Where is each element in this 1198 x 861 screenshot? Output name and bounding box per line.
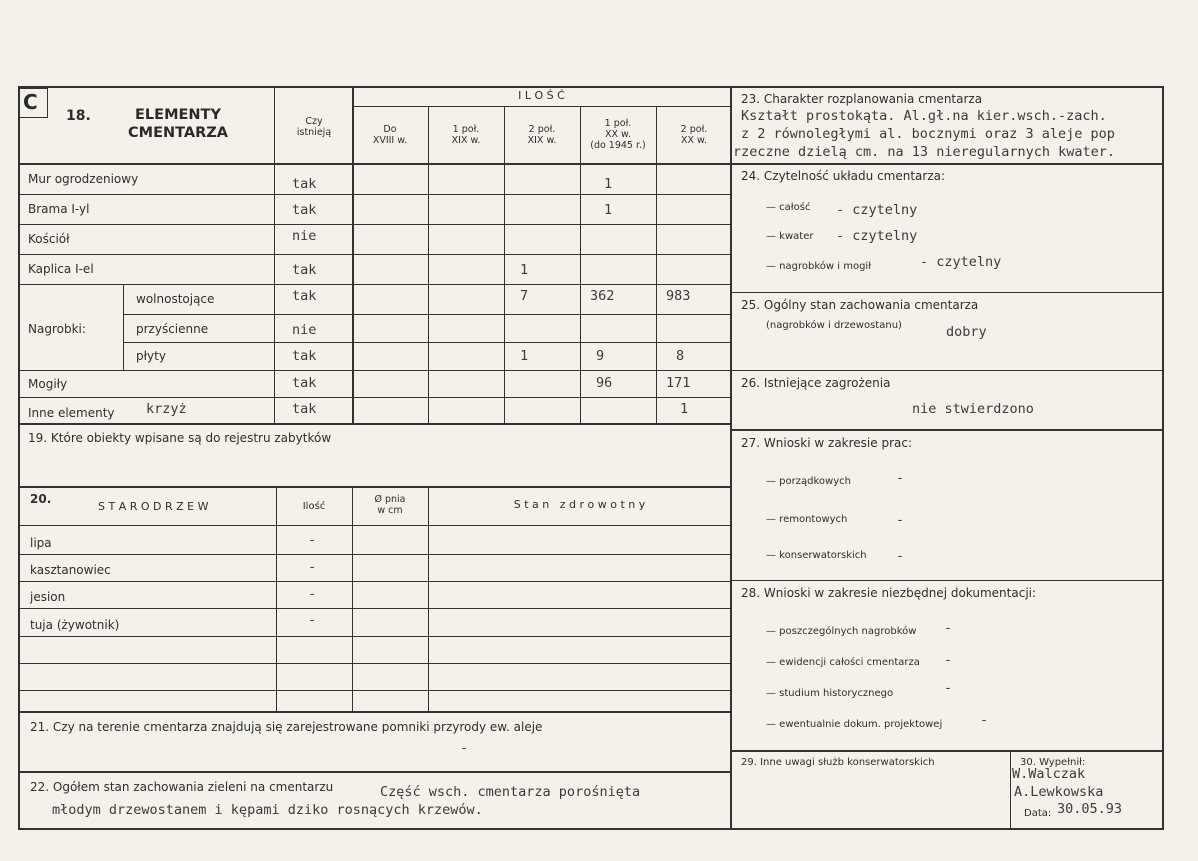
exists-wolnostojace: tak (292, 288, 317, 304)
sec23-label: 23. Charakter rozplanowania cmentarza (741, 92, 983, 106)
ilosc-header: I L O Ś Ć (518, 89, 565, 102)
exists-brama: tak (292, 202, 317, 218)
sec24-nagrobkow-label: — nagrobków i mogił (766, 261, 872, 272)
tree-tuja: tuja (żywotnik) (30, 618, 120, 632)
sec18-title-l1: ELEMENTY (135, 107, 221, 123)
sec28-ewidencji-value: - (944, 652, 953, 668)
sec28-nagrobkow-value: - (944, 620, 953, 636)
col-xviii: Do XVIII w. (372, 124, 408, 146)
sec23-line1: Kształt prostokąta. Al.gł.na kier.wsch.-zach. (741, 108, 1107, 124)
row-label-mur: Mur ogrodzeniowy (28, 172, 139, 186)
row-label-inne: Inne elementy (28, 406, 115, 420)
sec24-calosc-value: - czytelny (836, 202, 918, 218)
sec26-value: nie stwierdzono (912, 401, 1034, 417)
sec25-value: dobry (946, 324, 987, 340)
sec28-dokum-value: - (980, 712, 989, 728)
exists-inne: tak (292, 401, 317, 417)
sec20-pien-header: Ø pnia w cm (374, 494, 406, 516)
row-label-brama: Brama I-yl (28, 202, 90, 216)
sec24-kwater-value: - czytelny (836, 228, 918, 244)
col-1pol-xx: 1 poł. XX w. (do 1945 r.) (590, 118, 646, 151)
sec20-stan-header: S t a n z d r o w o t n y (513, 498, 646, 511)
sec27-konserwatorskich-label: — konserwatorskich (766, 550, 867, 561)
sec29-label: 29. Inne uwagi służb konserwatorskich (741, 757, 935, 768)
sec24-label: 24. Czytelność układu cmentarza: (741, 169, 946, 183)
sec30-name1: W.Walczak (1012, 766, 1086, 782)
sec24-kwater-label: — kwater (766, 231, 814, 242)
sec24-calosc-label: — całość (766, 202, 811, 213)
row-label-kaplica: Kaplica I-el (28, 262, 94, 276)
exists-mogily: tak (292, 375, 317, 391)
sec25-label: 25. Ogólny stan zachowania cmentarza (741, 298, 979, 312)
exists-przyscienne: nie (292, 322, 317, 338)
row-label-przyscienne: przyścienne (136, 322, 209, 336)
tree-kasztanowiec: kasztanowiec (30, 563, 111, 577)
exists-kaplica: tak (292, 262, 317, 278)
sec23-line3: rzeczne dzielą cm. na 13 nieregularnych kwater. (733, 144, 1116, 160)
sec27-porzadkowych-value: - (896, 470, 905, 486)
sec27-konserwatorskich-value: - (896, 548, 905, 564)
val-brama-1polxx: 1 (604, 202, 613, 218)
val-wolnostojace-1polxx: 362 (590, 288, 615, 304)
sec20-ilosc-header: Ilość (302, 501, 326, 512)
val-inne-2polxx: 1 (680, 401, 689, 417)
sec30-label: 30. Wypełnił: (1020, 757, 1086, 768)
sec30-date: 30.05.93 (1057, 801, 1123, 817)
sec28-label: 28. Wnioski w zakresie niezbędnej dokumentacji: (741, 586, 1037, 600)
val-mur-1polxx: 1 (604, 176, 613, 192)
tree-jesion-ilosc: - (308, 586, 317, 602)
exists-kosciol: nie (292, 228, 317, 244)
sec26-label: 26. Istniejące zagrożenia (741, 376, 891, 390)
col-2pol-xx: 2 poł. XX w. (680, 124, 708, 146)
sec28-ewidencji-label: — ewidencji całości cmentarza (766, 657, 920, 668)
row-label-wolnostojace: wolnostojące (136, 292, 215, 306)
sec23-line2: z 2 równoległymi al. bocznymi oraz 3 aleje pop (741, 126, 1115, 142)
tree-tuja-ilosc: - (308, 612, 317, 628)
czy-istnieja-header: Czy istnieją (296, 116, 332, 138)
val-wolnostojace-2polxix: 7 (520, 288, 529, 304)
section-letter-box: C (18, 88, 48, 118)
sec28-studium-label: — studium historycznego (766, 688, 894, 699)
sec27-label: 27. Wnioski w zakresie prac: (741, 436, 913, 450)
row-label-mogily: Mogiły (28, 377, 68, 391)
sec19-label: 19. Które obiekty wpisane są do rejestru zabytków (28, 431, 332, 445)
sec25-sub: (nagrobków i drzewostanu) (766, 320, 902, 331)
sec28-studium-value: - (944, 680, 953, 696)
val-kaplica-2polxix: 1 (520, 262, 529, 278)
sec20-number: 20. (30, 492, 52, 506)
sec30-name2: A.Lewkowska (1014, 784, 1104, 800)
val-plyty-2polxx: 8 (676, 348, 685, 364)
tree-kasztanowiec-ilosc: - (308, 559, 317, 575)
row-label-plyty: płyty (136, 349, 166, 363)
val-mogily-1polxx: 96 (596, 375, 613, 391)
tree-jesion: jesion (30, 590, 66, 604)
val-plyty-1polxx: 9 (596, 348, 605, 364)
val-plyty-2polxix: 1 (520, 348, 529, 364)
sec27-remontowych-value: - (896, 512, 905, 528)
sec24-nagrobkow-value: - czytelny (920, 254, 1002, 270)
sec28-dokum-label: — ewentualnie dokum. projektowej (766, 719, 943, 730)
tree-lipa-ilosc: - (308, 532, 317, 548)
sec21-label: 21. Czy na terenie cmentarza znajdują się zarejestrowane pomniki przyrody ew. aleje (30, 720, 543, 734)
col-2pol-xix: 2 poł. XIX w. (527, 124, 557, 146)
sec18-title (118, 106, 238, 142)
col-1pol-xix: 1 poł. XIX w. (451, 124, 481, 146)
sec18-title-l2: CMENTARZA (128, 125, 228, 141)
sec21-answer: - (460, 740, 469, 756)
sec20-title: S T A R O D R Z E W (98, 500, 209, 513)
sec22-answer-l2: młodym drzewostanem i kępami dziko rosnących krzewów. (52, 802, 483, 818)
val-mogily-2polxx: 171 (666, 375, 691, 391)
val-wolnostojace-2polxx: 983 (666, 288, 691, 304)
sec22-answer-l1: Część wsch. cmentarza porośnięta (380, 784, 641, 800)
exists-plyty: tak (292, 348, 317, 364)
tree-lipa: lipa (30, 536, 52, 550)
sec30-date-label: Data: (1024, 808, 1052, 819)
row-label-kosciol: Kościół (28, 232, 70, 246)
sec27-porzadkowych-label: — porządkowych (766, 476, 851, 487)
nagrobki-label: Nagrobki: (28, 322, 86, 336)
sec28-nagrobkow-label: — poszczególnych nagrobków (766, 626, 917, 637)
sec18-number: 18. (66, 108, 91, 124)
sec22-label: 22. Ogółem stan zachowania zieleni na cmentarzu (30, 780, 334, 794)
exists-mur: tak (292, 176, 317, 192)
inne-extra-value: krzyż (146, 401, 187, 417)
sec27-remontowych-label: — remontowych (766, 514, 848, 525)
